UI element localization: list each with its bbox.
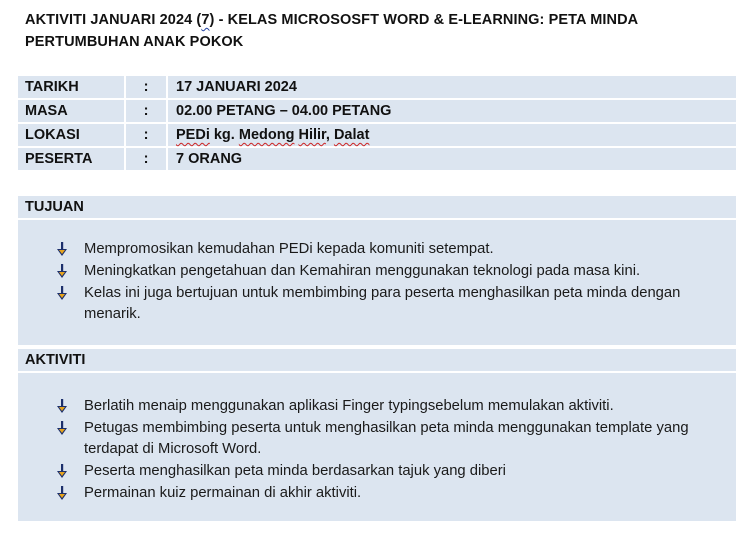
info-label: MASA (18, 100, 124, 122)
tujuan-list (56, 239, 726, 326)
arrow-bullet-icon (56, 239, 84, 260)
info-label: TARIKH (18, 76, 124, 98)
location-word: PEDi (176, 127, 210, 143)
tujuan-panel (18, 220, 736, 345)
info-colon: : (126, 124, 166, 146)
list-item (56, 483, 726, 504)
tujuan-item-text: Kelas ini juga bertujuan untuk membimbing para peserta menghasilkan peta minda dengan menarik. (84, 285, 681, 322)
aktiviti-heading: AKTIVITI (18, 349, 736, 371)
aktiviti-panel (18, 373, 736, 521)
location-word: , (325, 127, 334, 143)
info-value-participants: 7 ORANG (168, 148, 736, 170)
arrow-bullet-icon (56, 483, 84, 504)
info-colon: : (126, 148, 166, 170)
tujuan-item-text: Mempromosikan kemudahan PEDi kepada komuniti setempat. (84, 241, 494, 257)
location-word: Medong (238, 127, 295, 143)
info-value-date: 17 JANUARI 2024 (168, 76, 736, 98)
info-row-lokasi (18, 124, 736, 146)
info-label: PESERTA (18, 148, 124, 170)
info-colon: : (126, 76, 166, 98)
aktiviti-item-text: Peserta menghasilkan peta minda berdasarkan tajuk yang diberi (84, 463, 506, 479)
list-item (56, 283, 726, 325)
arrow-bullet-icon (56, 261, 84, 282)
list-item (56, 396, 726, 417)
aktiviti-item-text: Petugas membimbing peserta untuk menghasilkan peta minda menggunakan template yang terdapat di Microsoft Word. (84, 420, 689, 457)
location-word: Hilir (298, 127, 326, 143)
info-row-peserta (18, 148, 736, 170)
arrow-bullet-icon (56, 461, 84, 482)
info-value-time: 02.00 PETANG – 04.00 PETANG (168, 100, 736, 122)
info-label: LOKASI (18, 124, 124, 146)
arrow-bullet-icon (56, 283, 84, 304)
list-item (56, 261, 726, 282)
list-item (56, 418, 726, 460)
info-colon: : (126, 100, 166, 122)
info-value-location (168, 124, 736, 146)
list-item (56, 461, 726, 482)
aktiviti-item-text: Permainan kuiz permainan di akhir aktiviti. (84, 485, 362, 501)
info-row-tarikh (18, 76, 736, 98)
title-prefix: AKTIVITI JANUARI 2024 ( (25, 12, 202, 28)
tujuan-heading: TUJUAN (18, 196, 736, 218)
location-word: Dalat (333, 127, 370, 143)
tujuan-item-text: Meningkatkan pengetahuan dan Kemahiran menggunakan teknologi pada masa kini. (84, 263, 641, 279)
title-number: 7 (201, 12, 210, 28)
arrow-bullet-icon (56, 396, 84, 417)
aktiviti-item-text: Berlatih menaip menggunakan aplikasi Finger typingsebelum memulakan aktiviti. (84, 398, 614, 414)
list-item (56, 239, 726, 260)
info-table (18, 76, 736, 172)
arrow-bullet-icon (56, 418, 84, 439)
title-suffix: ) - KELAS MICROSOSFT WORD & E-LEARNING: PETA MINDA PERTUMBUHAN ANAK POKOK (25, 12, 638, 50)
location-word: kg. (209, 127, 239, 143)
aktiviti-list (56, 396, 726, 505)
info-row-masa (18, 100, 736, 122)
document-title (25, 9, 725, 53)
